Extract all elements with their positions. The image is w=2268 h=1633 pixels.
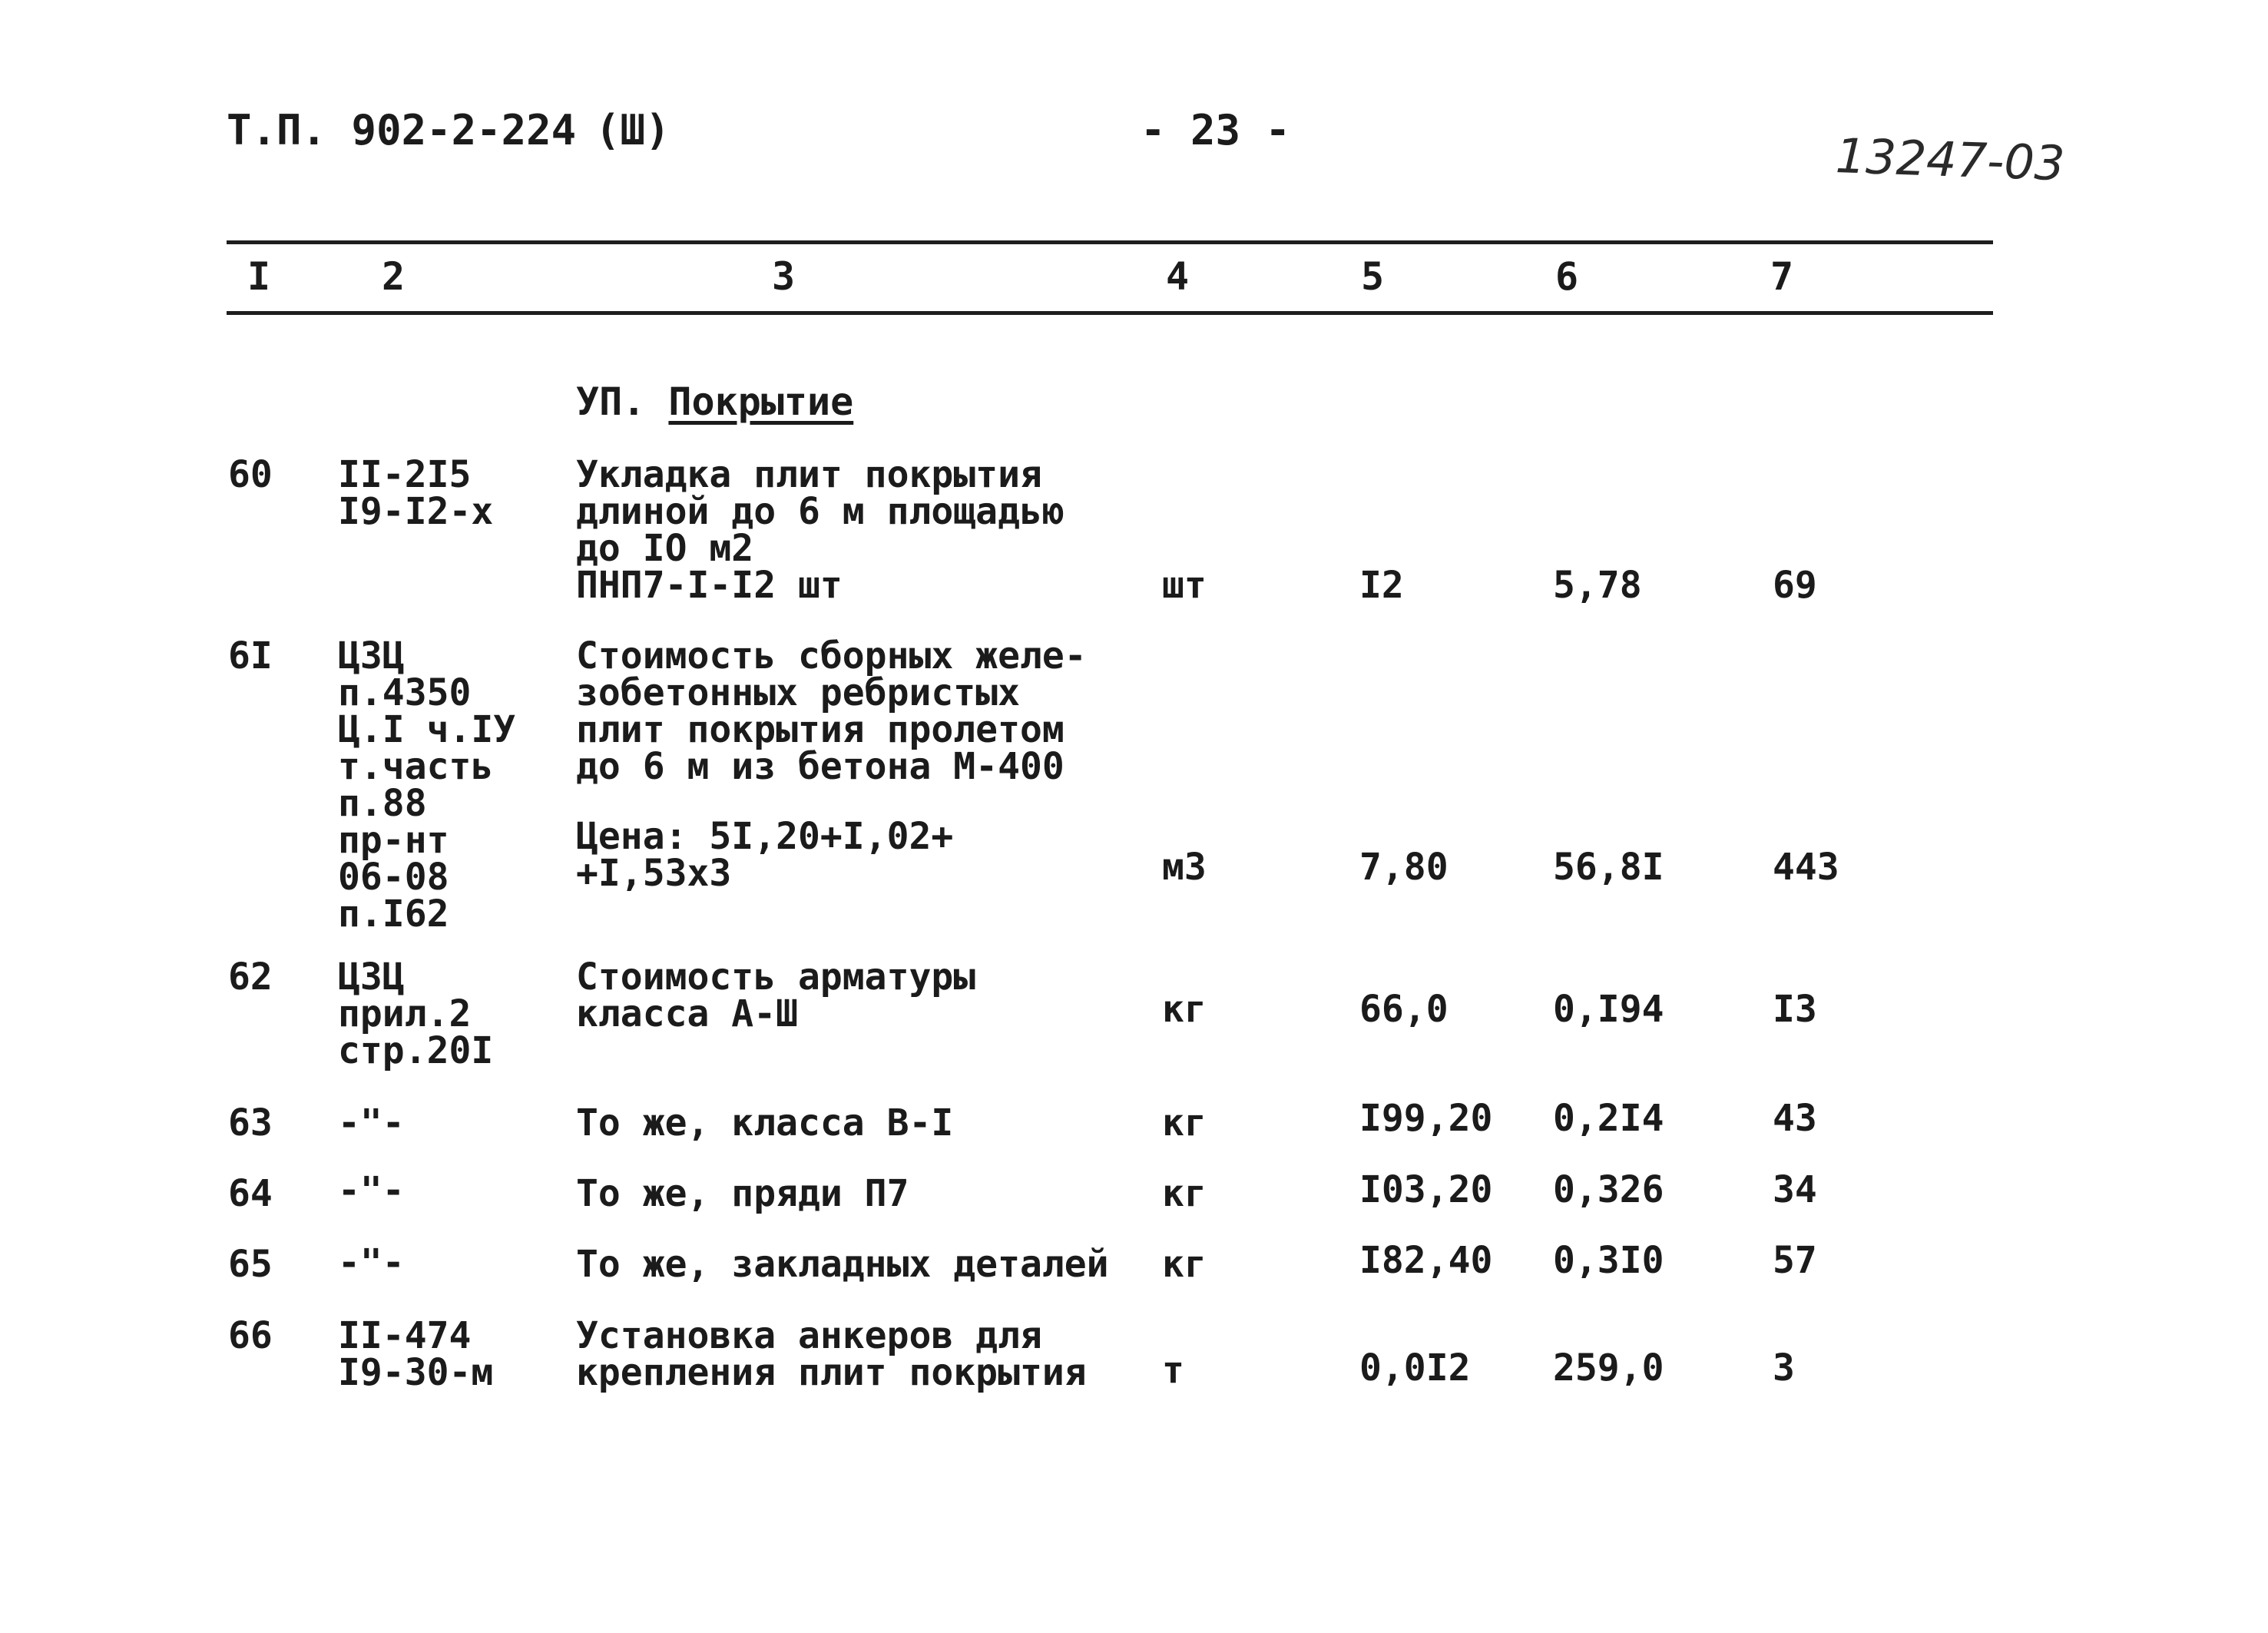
quantity: I2 <box>1359 564 1404 607</box>
work-description: Стоимость арматуры класса А-Ш <box>576 956 976 1035</box>
unit: кг <box>1162 1172 1207 1215</box>
work-description: Укладка плит покрытия длиной до 6 м площадью до IO м2 ПНП7-I-I2 шт <box>576 453 1064 607</box>
price-formula: Цена: 5I,20+I,02+ +I,53х3 <box>576 815 954 895</box>
row-number: 62 <box>228 956 273 999</box>
row-number: 66 <box>228 1314 273 1357</box>
column-header-1: I <box>247 254 271 299</box>
norm-code: ЦЗЦ п.4350 Ц.I ч.IУ т.часть п.88 пр-нт 06-08 п.I62 <box>338 634 516 936</box>
column-header-4: 4 <box>1166 254 1190 299</box>
unit: кг <box>1162 988 1207 1031</box>
unit: т <box>1162 1349 1184 1392</box>
quantity: I99,20 <box>1359 1097 1493 1140</box>
unit: кг <box>1162 1243 1207 1286</box>
quantity: I03,20 <box>1359 1168 1493 1211</box>
unit-price: 0,326 <box>1553 1168 1664 1211</box>
total-cost: 34 <box>1773 1168 1817 1211</box>
norm-code: -"- <box>338 1169 405 1212</box>
unit: м3 <box>1162 846 1207 889</box>
norm-code: ЦЗЦ прил.2 стр.20I <box>338 956 494 1072</box>
unit-price: 0,2I4 <box>1553 1097 1664 1140</box>
norm-code: II-474 I9-30-м <box>338 1314 494 1394</box>
quantity: 7,80 <box>1359 846 1449 889</box>
total-cost: 57 <box>1773 1239 1817 1282</box>
work-description: Стоимость сборных желе- зобетонных ребристых плит покрытия пролетом до 6 м из бетона М-400 <box>576 634 1087 788</box>
row-number: 64 <box>228 1172 273 1215</box>
unit-price: 259,0 <box>1553 1346 1664 1390</box>
total-cost: 3 <box>1773 1346 1795 1390</box>
work-description: Установка анкеров для крепления плит покрытия <box>576 1314 1087 1394</box>
unit-price: 0,I94 <box>1553 988 1664 1031</box>
quantity: 0,0I2 <box>1359 1346 1471 1390</box>
document-code: Т.П. 902-2-224 <box>227 106 577 154</box>
unit-price: 56,8I <box>1553 846 1664 889</box>
table-header-bottom-rule <box>227 311 1993 315</box>
table-top-rule <box>227 240 1993 244</box>
section-heading <box>576 380 853 423</box>
page-number: - 23 - <box>1141 106 1291 154</box>
document-part: (Ш) <box>595 106 670 154</box>
row-number: 65 <box>228 1243 273 1286</box>
work-description: То же, пряди П7 <box>576 1172 909 1215</box>
column-header-2: 2 <box>382 254 406 299</box>
quantity: I82,40 <box>1359 1239 1493 1282</box>
row-number: 6I <box>228 634 273 677</box>
unit: шт <box>1162 564 1207 607</box>
section-title: Покрытие <box>668 379 854 424</box>
unit-price: 0,3I0 <box>1553 1239 1664 1282</box>
norm-code: -"- <box>338 1101 405 1144</box>
unit: кг <box>1162 1101 1207 1144</box>
norm-code: -"- <box>338 1241 405 1284</box>
unit-price: 5,78 <box>1553 564 1642 607</box>
column-header-3: 3 <box>772 254 796 299</box>
column-header-5: 5 <box>1361 254 1385 299</box>
total-cost: 443 <box>1773 846 1839 889</box>
total-cost: I3 <box>1773 988 1817 1031</box>
handwritten-archive-number: 13247-03 <box>1834 128 2066 192</box>
total-cost: 69 <box>1773 564 1817 607</box>
column-header-7: 7 <box>1770 254 1794 299</box>
work-description: То же, класса В-I <box>576 1101 954 1144</box>
section-number: УП. <box>576 379 646 424</box>
quantity: 66,0 <box>1359 988 1449 1031</box>
norm-code: II-2I5 I9-I2-х <box>338 453 494 533</box>
total-cost: 43 <box>1773 1097 1817 1140</box>
row-number: 63 <box>228 1101 273 1144</box>
work-description: То же, закладных деталей <box>576 1243 1109 1286</box>
column-header-6: 6 <box>1555 254 1579 299</box>
row-number: 60 <box>228 453 273 496</box>
